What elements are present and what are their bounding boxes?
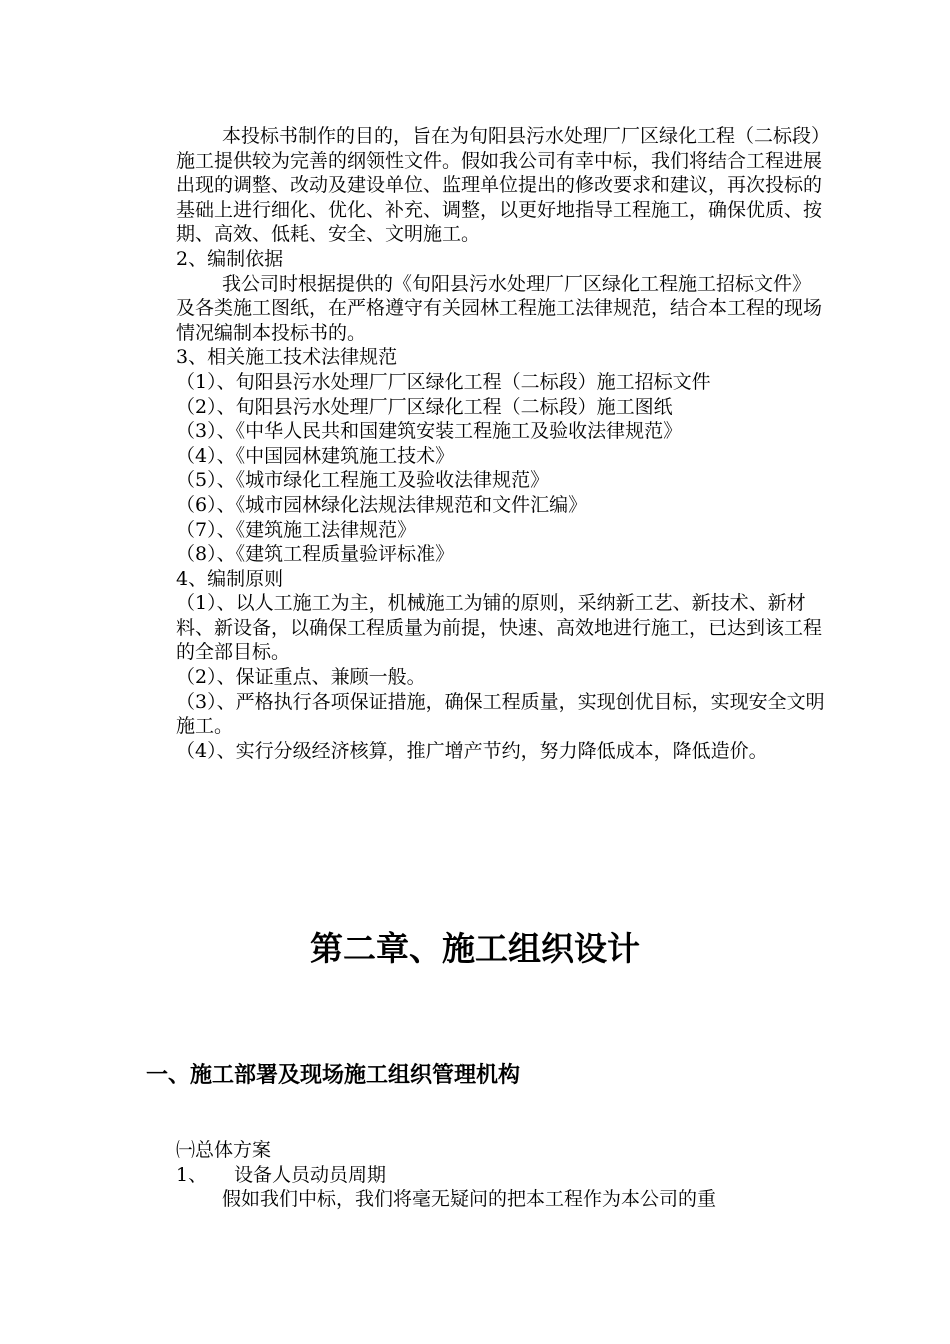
regulations-heading: 3、相关施工技术法律规范 — [176, 346, 398, 369]
regulation-item: （3）、《中华人民共和国建筑安装工程施工及验收法律规范》 — [176, 420, 683, 443]
section-title: 一、施工部署及现场施工组织管理机构 — [146, 1062, 521, 1088]
overall-item-title: 设备人员动员周期 — [234, 1163, 387, 1186]
principles-heading: 4、编制原则 — [176, 567, 284, 590]
overall-plan-heading: ㈠总体方案 — [176, 1139, 272, 1161]
document-body — [176, 124, 826, 763]
regulation-item: （6）、《城市园林绿化法规法律规范和文件汇编》 — [176, 493, 588, 516]
basis-heading: 2、编制依据 — [176, 247, 284, 270]
overall-plan-block — [176, 1138, 826, 1212]
principle-item: （4）、实行分级经济核算，推广增产节约，努力降低成本，降低造价。 — [176, 739, 768, 762]
overall-plan-item — [176, 1163, 826, 1188]
regulation-item: （2）、旬阳县污水处理厂厂区绿化工程（二标段）施工图纸 — [176, 395, 673, 418]
regulation-item: （4）、《中国园林建筑施工技术》 — [176, 444, 455, 467]
overall-item-number: 1、 — [176, 1163, 208, 1186]
regulation-item: （7）、《建筑施工法律规范》 — [176, 518, 417, 541]
overall-plan-paragraph: 假如我们中标，我们将毫无疑问的把本工程作为本公司的重 — [222, 1188, 717, 1211]
regulation-item: （5）、《城市绿化工程施工及验收法律规范》 — [176, 469, 550, 492]
principle-item: （3）、严格执行各项保证措施，确保工程质量，实现创优目标，实现安全文明施工。 — [176, 690, 825, 738]
regulation-item: （8）、《建筑工程质量验评标准》 — [176, 543, 455, 566]
basis-paragraph: 我公司时根据提供的《旬阳县污水处理厂厂区绿化工程施工招标文件》及各类施工图纸，在严格遵守有关园林工程施工法律规范，结合本工程的现场情况编制本投标书的。 — [176, 272, 823, 344]
principle-item: （2）、保证重点、兼顾一般。 — [176, 666, 426, 689]
principle-item: （1）、以人工施工为主，机械施工为铺的原则，采纳新工艺、新技术、新材料、新设备，以确保工程质量为前提，快速、高效地进行施工，已达到该工程的全部目标。 — [176, 592, 823, 664]
regulation-item: （1）、旬阳县污水处理厂厂区绿化工程（二标段）施工招标文件 — [176, 370, 711, 393]
intro-paragraph: 本投标书制作的目的，旨在为旬阳县污水处理厂厂区绿化工程（二标段）施工提供较为完善的纲领性文件。假如我公司有幸中标，我们将结合工程进展出现的调整、改动及建设单位、监理单位提出的修改要求和建议，再次投标的基础上进行细化、优化、补充、调整，以更好地指导工程施工，确保优质、按期、高效、低耗、安全、文明施工。 — [176, 125, 823, 246]
chapter-title: 第二章、施工组织设计 — [310, 929, 640, 968]
